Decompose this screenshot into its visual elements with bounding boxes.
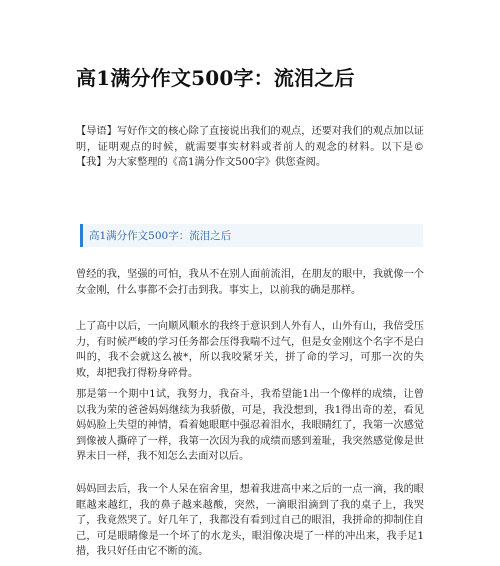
intro-paragraph: 【导语】写好作文的核心除了直接说出我们的观点，还要对我们的观点加以证明，证明观点的时候，就需要事实材料或者前人的观念的材料。以下是©【我】为大家整理的《高1满分作文500字》供您查阅。 — [76, 126, 424, 169]
body-paragraph: 上了高中以后，一向顺风顺水的我终于意识到人外有人，山外有山，我倍受压力，有时候严峻的学习任务都会压得我喘不过气，但是女金刚这个名字不是白叫的，我不会就这么被*，所以我咬紧牙关，拼了命的学习，可那一次的失败，却把我打得粉身碎骨。 — [76, 321, 424, 379]
article-title: 高1满分作文500字：流泪之后 — [76, 66, 355, 90]
section-heading: 高1满分作文500字：流泪之后 — [89, 230, 232, 242]
body-paragraph: 那是第一个期中1试，我努力，我奋斗，我希望能1出一个像样的成绩，让曾以我为荣的爸爸妈妈继续为我骄傲，可是，我没想到，我1得出奇的差，看见妈妈脸上失望的神情，看着她眼眶中强忍着泪水，我眼睛红了，我第一次感觉到像被人撕碎了一样，我第一次因为我的成绩而感到羞耻，我突然感觉像是世界末日一样，我不知怎么去面对以后。 — [76, 389, 424, 463]
section-heading-box — [80, 224, 423, 247]
body-paragraph: 曾经的我，坚强的可怕，我从不在别人面前流泪，在朋友的眼中，我就像一个女金刚，什么事都不会打击到我。事实上，以前我的确是那样。 — [76, 269, 424, 296]
body-paragraph: 妈妈回去后，我一个人呆在宿舍里，想着我进高中来之后的一点一滴，我的眼眶越来越红，我的鼻子越来越酸，突然，一滴眼泪滴到了我的桌子上，我哭了，我竟然哭了。好几年了，我都没有看到过自己的眼泪，我拼命的抑制住自己，可是眼睛像是一个坏了的水龙头，眼泪像决堤了一样的冲出来，我手足1措，我只好任由它不断的流。 — [76, 484, 424, 558]
